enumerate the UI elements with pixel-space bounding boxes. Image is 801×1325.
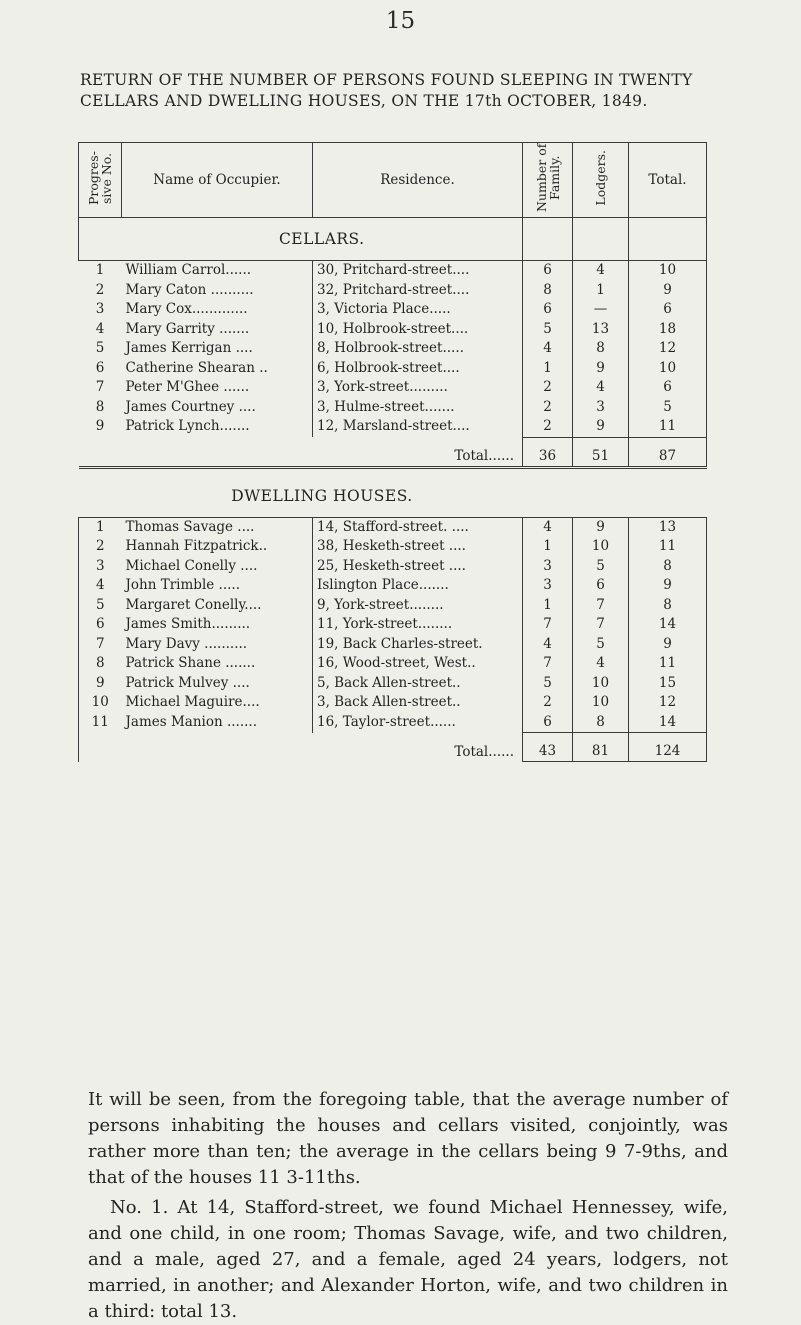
table-row — [79, 320, 707, 340]
lodgers-count: — — [573, 300, 629, 320]
row-total: 14 — [629, 615, 707, 635]
residence: 11, York-street........ — [313, 615, 523, 635]
row-total: 9 — [629, 576, 707, 596]
row-number: 3 — [79, 557, 122, 577]
total-label: Total...... — [454, 743, 514, 760]
case-paragraph: No. 1. At 14, Stafford-street, we found Michael Hennessey, wife, and one child, in one room; Thomas Savage, wife, and two children, and a male, aged 27, and a female, aged 24 years, lodgers, not married, in another; and Alexander Horton, wife, and two children in a third: total 13. — [88, 1197, 728, 1322]
row-total: 8 — [629, 557, 707, 577]
header-total: Total. — [629, 143, 707, 218]
row-number: 1 — [79, 261, 122, 281]
residence: 16, Taylor-street...... — [313, 713, 523, 733]
residence: 8, Holbrook-street..... — [313, 339, 523, 359]
table-row — [79, 339, 707, 359]
family-count: 2 — [523, 398, 573, 418]
row-total: 8 — [629, 596, 707, 616]
family-count: 5 — [523, 320, 573, 340]
residence: 3, Hulme-street....... — [313, 398, 523, 418]
grand-total: 124 — [629, 733, 707, 762]
return-table — [78, 142, 707, 762]
family-total: 36 — [523, 437, 573, 467]
section-separator — [79, 467, 707, 475]
report-heading: RETURN OF THE NUMBER OF PERSONS FOUND SLEEPING IN TWENTY CELLARS AND DWELLING HOUSES, ON THE 17th OCTOBER, 1849. — [80, 71, 693, 110]
table-row — [79, 615, 707, 635]
occupier-name: Patrick Mulvey .... — [125, 674, 250, 691]
summary-paragraph: It will be seen, from the foregoing table, that the average number of persons inhabiting the houses and cellars visited, conjointly, was rather more than ten; the average in the cellars being 9 7-9ths, and that of the houses 11 3-11ths. — [88, 1089, 728, 1188]
occupier-name: Margaret Conelly.... — [125, 596, 262, 613]
family-count: 4 — [523, 339, 573, 359]
row-total: 11 — [629, 654, 707, 674]
lodgers-count: 9 — [573, 517, 629, 537]
row-number: 5 — [79, 596, 122, 616]
lodgers-count: 8 — [573, 713, 629, 733]
residence: 30, Pritchard-street.... — [313, 261, 523, 281]
occupier-name: Mary Cox............. — [125, 301, 248, 317]
residence: 19, Back Charles-street. — [313, 635, 523, 655]
family-count: 4 — [523, 635, 573, 655]
family-count: 4 — [523, 517, 573, 537]
table-row — [79, 281, 707, 301]
grand-total: 87 — [629, 437, 707, 467]
residence: 38, Hesketh-street .... — [313, 537, 523, 557]
family-count: 1 — [523, 596, 573, 616]
table-row — [79, 378, 707, 398]
lodgers-count: 4 — [573, 261, 629, 281]
header-lodgers: Lodgers. — [593, 150, 608, 206]
table-row — [79, 261, 707, 281]
row-total: 14 — [629, 713, 707, 733]
table-row — [79, 417, 707, 437]
table-header — [79, 143, 707, 218]
family-count: 2 — [523, 693, 573, 713]
table-row — [79, 654, 707, 674]
occupier-name: Mary Davy .......... — [125, 635, 248, 652]
header-name: Name of Occupier. — [122, 143, 313, 218]
row-number: 9 — [79, 674, 122, 694]
residence: 5, Back Allen-street.. — [313, 674, 523, 694]
table-row — [79, 693, 707, 713]
residence: 6, Holbrook-street.... — [313, 359, 523, 379]
row-total: 6 — [629, 378, 707, 398]
occupier-name: Mary Garrity ....... — [125, 320, 250, 337]
row-number: 4 — [79, 576, 122, 596]
row-number: 9 — [95, 418, 105, 434]
family-count: 2 — [523, 378, 573, 398]
lodgers-count: 5 — [573, 635, 629, 655]
row-total: 10 — [629, 359, 707, 379]
occupier-name: Patrick Lynch....... — [125, 418, 250, 434]
family-count: 6 — [523, 300, 573, 320]
residence: 3, York-street......... — [313, 378, 523, 398]
lodgers-count: 3 — [573, 398, 629, 418]
lodgers-count: 6 — [573, 576, 629, 596]
row-total: 9 — [629, 635, 707, 655]
occupier-name: John Trimble ..... — [125, 577, 240, 593]
header-residence: Residence. — [313, 143, 523, 218]
dwellings-title: DWELLING HOUSES. — [231, 486, 413, 505]
occupier-name: Hannah Fitzpatrick.. — [125, 538, 268, 554]
occupier-name: Patrick Shane ....... — [125, 655, 256, 671]
residence: 32, Pritchard-street.... — [313, 281, 523, 301]
occupier-name: Catherine Shearan .. — [125, 359, 268, 376]
row-total: 11 — [629, 417, 707, 437]
header-progressive-no: Progres-sive No. — [86, 151, 114, 205]
residence: 12, Marsland-street.... — [313, 417, 523, 437]
row-number: 1 — [79, 517, 122, 537]
row-total: 5 — [629, 398, 707, 418]
table-row — [79, 576, 707, 596]
lodgers-count: 9 — [573, 417, 629, 437]
occupier-name: Mary Caton .......... — [125, 281, 254, 298]
row-total: 18 — [629, 320, 707, 340]
header-family: Number of Family. — [533, 143, 562, 213]
family-count: 6 — [523, 713, 573, 733]
family-count: 2 — [523, 417, 573, 437]
table-row — [79, 635, 707, 655]
row-number: 2 — [79, 537, 122, 557]
residence: 14, Stafford-street. .... — [313, 517, 523, 537]
residence: 9, York-street........ — [313, 596, 523, 616]
residence: 16, Wood-street, West.. — [313, 654, 523, 674]
family-count: 3 — [523, 557, 573, 577]
lodgers-count: 4 — [573, 654, 629, 674]
row-number: 10 — [79, 693, 122, 713]
occupier-name: James Courtney .... — [125, 398, 256, 415]
table-row — [79, 300, 707, 320]
lodgers-count: 10 — [573, 537, 629, 557]
family-count: 1 — [523, 537, 573, 557]
occupier-name: James Manion ....... — [125, 713, 258, 730]
row-number: 2 — [95, 281, 105, 298]
cellars-section — [79, 218, 707, 468]
table-row — [79, 517, 707, 537]
residence: 3, Victoria Place..... — [313, 300, 523, 320]
row-total: 11 — [629, 537, 707, 557]
lodgers-count: 10 — [573, 693, 629, 713]
row-number: 8 — [95, 398, 105, 415]
lodgers-count: 7 — [573, 596, 629, 616]
total-label: Total...... — [454, 447, 514, 464]
row-total: 12 — [629, 693, 707, 713]
page-number: 15 — [385, 8, 416, 34]
residence: 10, Holbrook-street.... — [313, 320, 523, 340]
family-total: 43 — [523, 733, 573, 762]
table-row — [79, 674, 707, 694]
lodgers-total: 51 — [573, 437, 629, 467]
occupier-name: Thomas Savage .... — [122, 517, 313, 537]
family-count: 7 — [523, 654, 573, 674]
occupier-name: James Kerrigan .... — [125, 340, 253, 356]
row-number: 6 — [79, 615, 122, 635]
table-row — [79, 398, 707, 418]
lodgers-count: 8 — [573, 339, 629, 359]
row-total: 15 — [629, 674, 707, 694]
table-row — [79, 596, 707, 616]
table-row — [79, 557, 707, 577]
family-count: 6 — [523, 261, 573, 281]
lodgers-count: 13 — [573, 320, 629, 340]
occupier-name: James Smith......... — [125, 616, 251, 632]
cellars-title: CELLARS. — [278, 230, 365, 248]
family-count: 7 — [523, 615, 573, 635]
residence: Islington Place....... — [313, 576, 523, 596]
dwellings-section — [79, 475, 707, 762]
row-total: 12 — [629, 339, 707, 359]
row-number: 4 — [95, 320, 105, 337]
lodgers-count: 9 — [573, 359, 629, 379]
row-number: 7 — [79, 635, 122, 655]
total-row — [79, 733, 707, 762]
table-row — [79, 537, 707, 557]
family-count: 3 — [523, 576, 573, 596]
row-number: 6 — [95, 359, 105, 376]
family-count: 5 — [523, 674, 573, 694]
lodgers-count: 10 — [573, 674, 629, 694]
occupier-name: Michael Conelly .... — [125, 557, 258, 574]
row-number: 11 — [79, 713, 122, 733]
total-row — [79, 437, 707, 467]
table-row — [79, 713, 707, 733]
lodgers-count: 4 — [573, 378, 629, 398]
residence: 25, Hesketh-street .... — [313, 557, 523, 577]
row-total: 6 — [629, 300, 707, 320]
lodgers-count: 1 — [573, 281, 629, 301]
lodgers-total: 81 — [573, 733, 629, 762]
row-number: 8 — [79, 654, 122, 674]
row-total: 13 — [629, 517, 707, 537]
residence: 3, Back Allen-street.. — [313, 693, 523, 713]
family-count: 1 — [523, 359, 573, 379]
row-number: 7 — [95, 379, 105, 395]
row-total: 9 — [629, 281, 707, 301]
lodgers-count: 7 — [573, 615, 629, 635]
occupier-name: Peter M'Ghee ...... — [125, 379, 250, 395]
table-row — [79, 359, 707, 379]
family-count: 8 — [523, 281, 573, 301]
row-number: 3 — [95, 301, 105, 317]
row-number: 5 — [95, 340, 105, 356]
occupier-name: William Carrol...... — [122, 261, 313, 281]
occupier-name: Michael Maguire.... — [125, 694, 260, 710]
row-total: 10 — [629, 261, 707, 281]
lodgers-count: 5 — [573, 557, 629, 577]
